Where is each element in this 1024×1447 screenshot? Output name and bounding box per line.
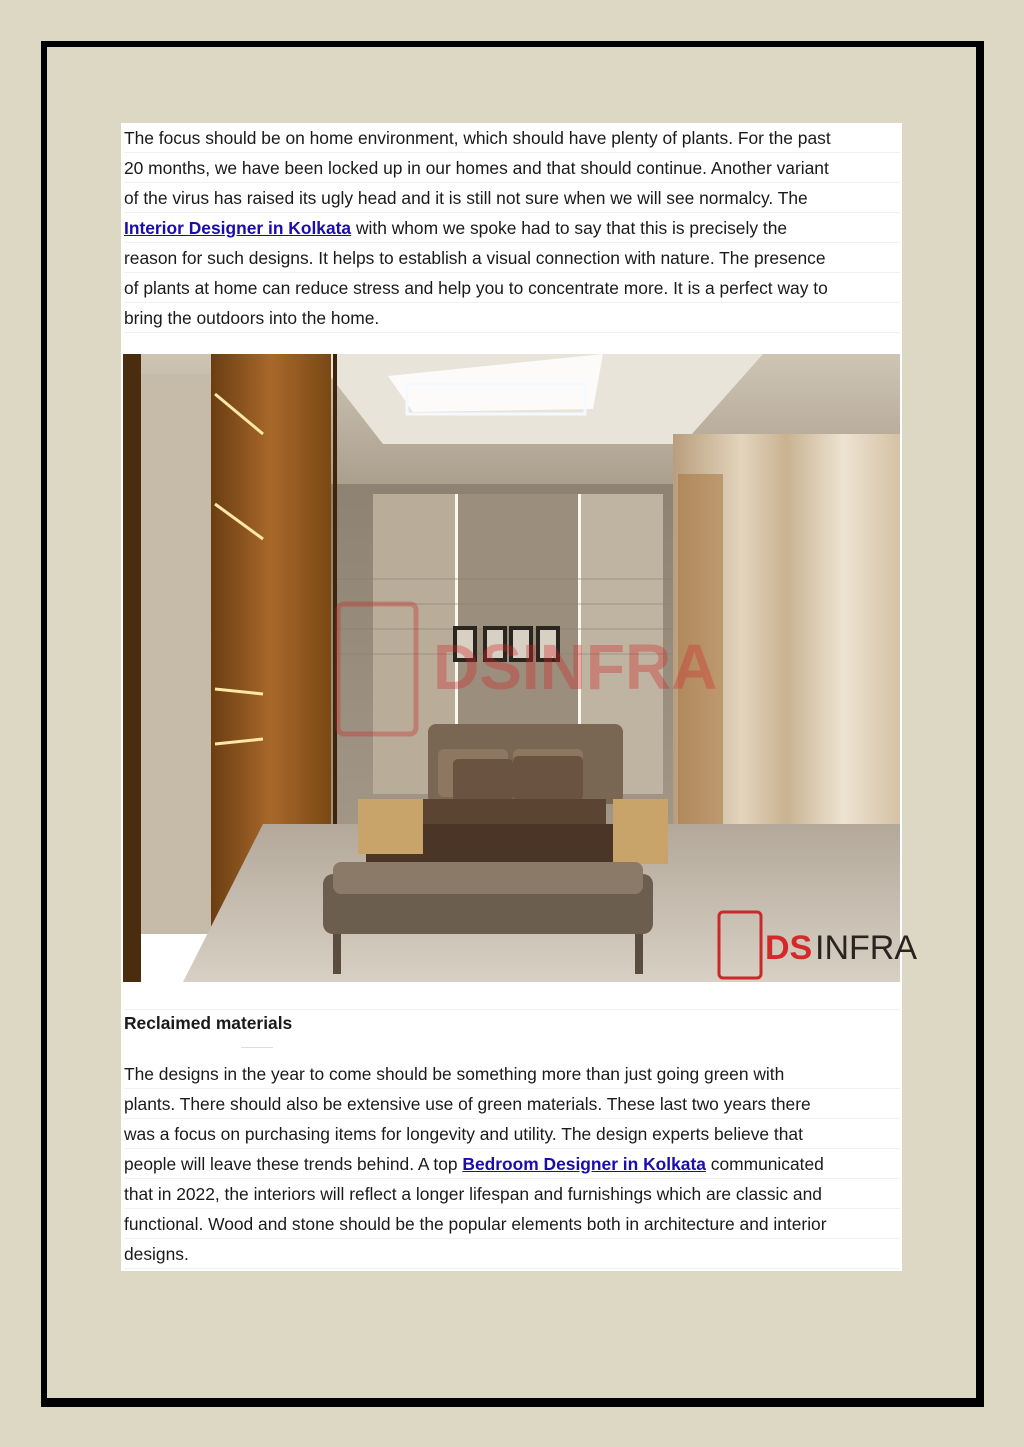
paragraph-intro xyxy=(124,123,900,333)
svg-text:INFRA: INFRA xyxy=(815,929,917,967)
bedroom-interior-image xyxy=(123,354,917,982)
text-line: reason for such designs. It helps to establish a visual connection with nature. The presence xyxy=(124,243,900,273)
text-line: plants. There should also be extensive use of green materials. These last two years there xyxy=(124,1089,900,1119)
text-line: The designs in the year to come should be something more than just going green with xyxy=(124,1059,900,1089)
text-line: Interior Designer in Kolkata with whom we spoke had to say that this is precisely the xyxy=(124,213,900,243)
text-line: functional. Wood and stone should be the popular elements both in architecture and interior xyxy=(124,1209,900,1239)
text-line: people will leave these trends behind. A top Bedroom Designer in Kolkata communicated xyxy=(124,1149,900,1179)
text-line: bring the outdoors into the home. xyxy=(124,303,900,333)
text-line: of the virus has raised its ugly head and it is still not sure when we will see normalcy. The xyxy=(124,183,900,213)
interior-designer-link[interactable]: Interior Designer in Kolkata xyxy=(124,218,352,238)
bedroom-designer-link[interactable]: Bedroom Designer in Kolkata xyxy=(462,1154,706,1174)
section-heading: Reclaimed materials xyxy=(124,1009,900,1048)
svg-text:DS: DS xyxy=(765,929,813,967)
paragraph-materials xyxy=(124,1059,900,1269)
document-body xyxy=(121,123,917,1271)
text-line: designs. xyxy=(124,1239,900,1269)
text-line: 20 months, we have been locked up in our homes and that should continue. Another variant xyxy=(124,153,900,183)
divider xyxy=(241,1047,273,1048)
text-line: that in 2022, the interiors will reflect a longer lifespan and furnishings which are classic and xyxy=(124,1179,900,1209)
svg-text:DSINFRA: DSINFRA xyxy=(433,631,718,703)
text-line: The focus should be on home environment, which should have plenty of plants. For the past xyxy=(124,123,900,153)
text-line: of plants at home can reduce stress and help you to concentrate more. It is a perfect way to xyxy=(124,273,900,303)
text-line: was a focus on purchasing items for longevity and utility. The design experts believe that xyxy=(124,1119,900,1149)
